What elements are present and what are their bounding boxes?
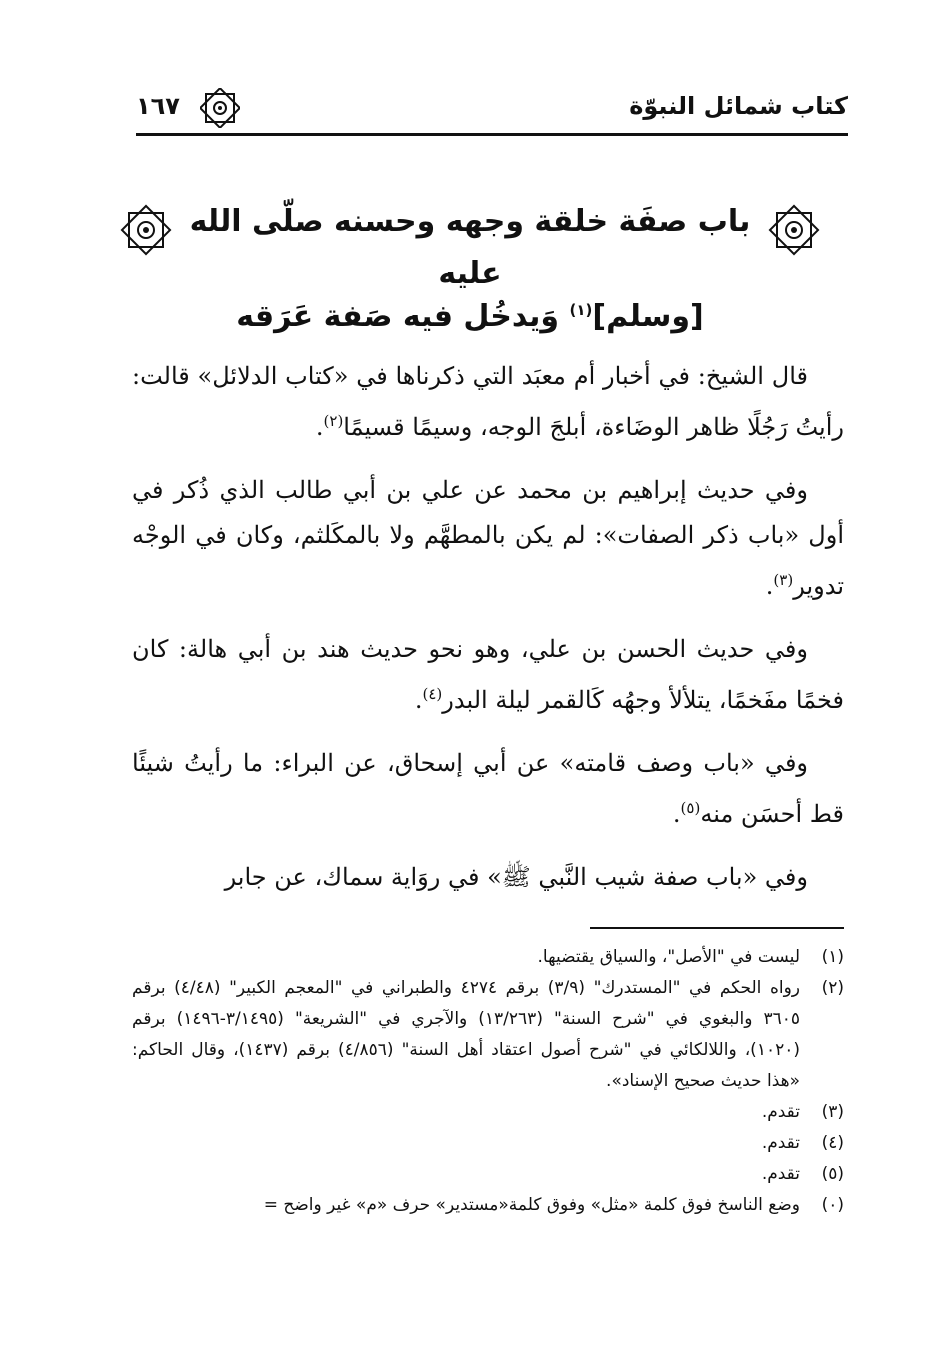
footnote xyxy=(132,973,844,1097)
footnote-ref: (٥) xyxy=(680,799,701,817)
chapter-title-bracket: [وسلم] xyxy=(592,299,704,334)
footnote-number: (٣) xyxy=(821,1102,844,1122)
footnote xyxy=(132,1097,844,1128)
paragraph-text: قال الشيخ: في أخبار أم معبَد التي ذكرناها في «كتاب الدلائل» قالت: رأيتُ رَجُلًا ظاهر الوضَاءة، أبلجَ الوجه، وسيمًا قسيمًا xyxy=(132,362,844,441)
footnote-separator xyxy=(590,927,844,929)
footnote-text: تقدم. xyxy=(761,1164,800,1184)
chapter-title-line1 xyxy=(120,196,820,291)
paragraph-text: وفي «باب وصف قامته» عن أبي إسحاق، عن البراء: ما رأيتُ شيئًا قط أحسَن منه xyxy=(132,749,844,828)
header-rule xyxy=(136,133,848,136)
book-title: كتاب شمائل النبوّة xyxy=(629,92,848,120)
paragraph xyxy=(132,741,844,837)
ornament-icon xyxy=(768,204,820,256)
footnote-text: تقدم. xyxy=(761,1102,800,1122)
running-header xyxy=(136,88,848,132)
paragraph xyxy=(132,468,844,609)
footnote-number: (٥) xyxy=(821,1164,844,1184)
body-text xyxy=(132,354,844,918)
chapter-title-text: باب صفَة خلقة وجهه وحسنه صلّى الله عليه xyxy=(189,204,751,291)
footnotes xyxy=(132,942,844,1221)
footnote-ref: (١) xyxy=(569,301,593,319)
footnote-ref: (٢) xyxy=(323,412,344,430)
footnote-number: (٢) xyxy=(821,978,844,998)
page-number: ١٦٧ xyxy=(136,92,180,120)
ornament-icon xyxy=(200,88,240,128)
footnote-number: (٤) xyxy=(821,1133,844,1153)
paragraph-end: . xyxy=(765,572,774,600)
paragraph-end: . xyxy=(414,686,423,714)
paragraph-text: وفي حديث الحسن بن علي، وهو نحو حديث هند بن أبي هالة: كان فخمًا مفَخمًا، يتلألأ وجهُه كَالقمر ليلة البدر xyxy=(132,635,844,714)
paragraph-text: وفي حديث إبراهيم بن محمد عن علي بن أبي طالب الذي ذُكر في أول «باب ذكر الصفات»: لم يكن بالمطهَّم ولا بالمكَلثم، وكان في الوجْه تدوير xyxy=(132,476,844,600)
paragraph xyxy=(132,354,844,450)
footnote xyxy=(132,1190,844,1221)
chapter-title-subtitle: وَيدخُل فيه صَفة عَرَقه xyxy=(236,299,570,334)
paragraph-end: . xyxy=(672,800,681,828)
footnote-ref: (٣) xyxy=(773,571,794,589)
paragraph-end: . xyxy=(315,413,324,441)
footnote xyxy=(132,1128,844,1159)
footnote-text: وضع الناسخ فوق كلمة «مثل» وفوق كلمة«مستدير» حرف «م» غير واضح = xyxy=(263,1195,800,1215)
footnote-number: (٠) xyxy=(821,1195,844,1215)
chapter-title xyxy=(120,196,820,343)
footnote-text: تقدم. xyxy=(761,1133,800,1153)
paragraph xyxy=(132,855,844,900)
footnote xyxy=(132,942,844,973)
ornament-icon xyxy=(120,204,172,256)
footnote-number: (١) xyxy=(821,947,844,967)
paragraph xyxy=(132,627,844,723)
paragraph-text: وفي «باب صفة شيب النَّبي ﷺ» في روَاية سماك، عن جابر xyxy=(224,863,808,891)
footnote-text: رواه الحكم في "المستدرك" (٣/٩) برقم ٤٢٧٤ والطبراني في "المعجم الكبير" (٤/٤٨) برقم ٣٦٠٥ والبغوي في "شرح السنة" (١٣/٢٦٣) والآجري في "الشريعة" (٣/١٤٩٥-١٤٩٦) برقم (١٠٢٠)، واللالكائي في "شرح أصول اعتقاد أهل السنة" (٤/٨٥٦) برقم (١٤٣٧)، وقال الحاكم: «هذا حديث صحيح الإسناد». xyxy=(132,978,800,1091)
footnote-text: ليست في "الأصل"، والسياق يقتضيها. xyxy=(537,947,800,967)
footnote-ref: (٤) xyxy=(422,685,443,703)
footnote xyxy=(132,1159,844,1190)
